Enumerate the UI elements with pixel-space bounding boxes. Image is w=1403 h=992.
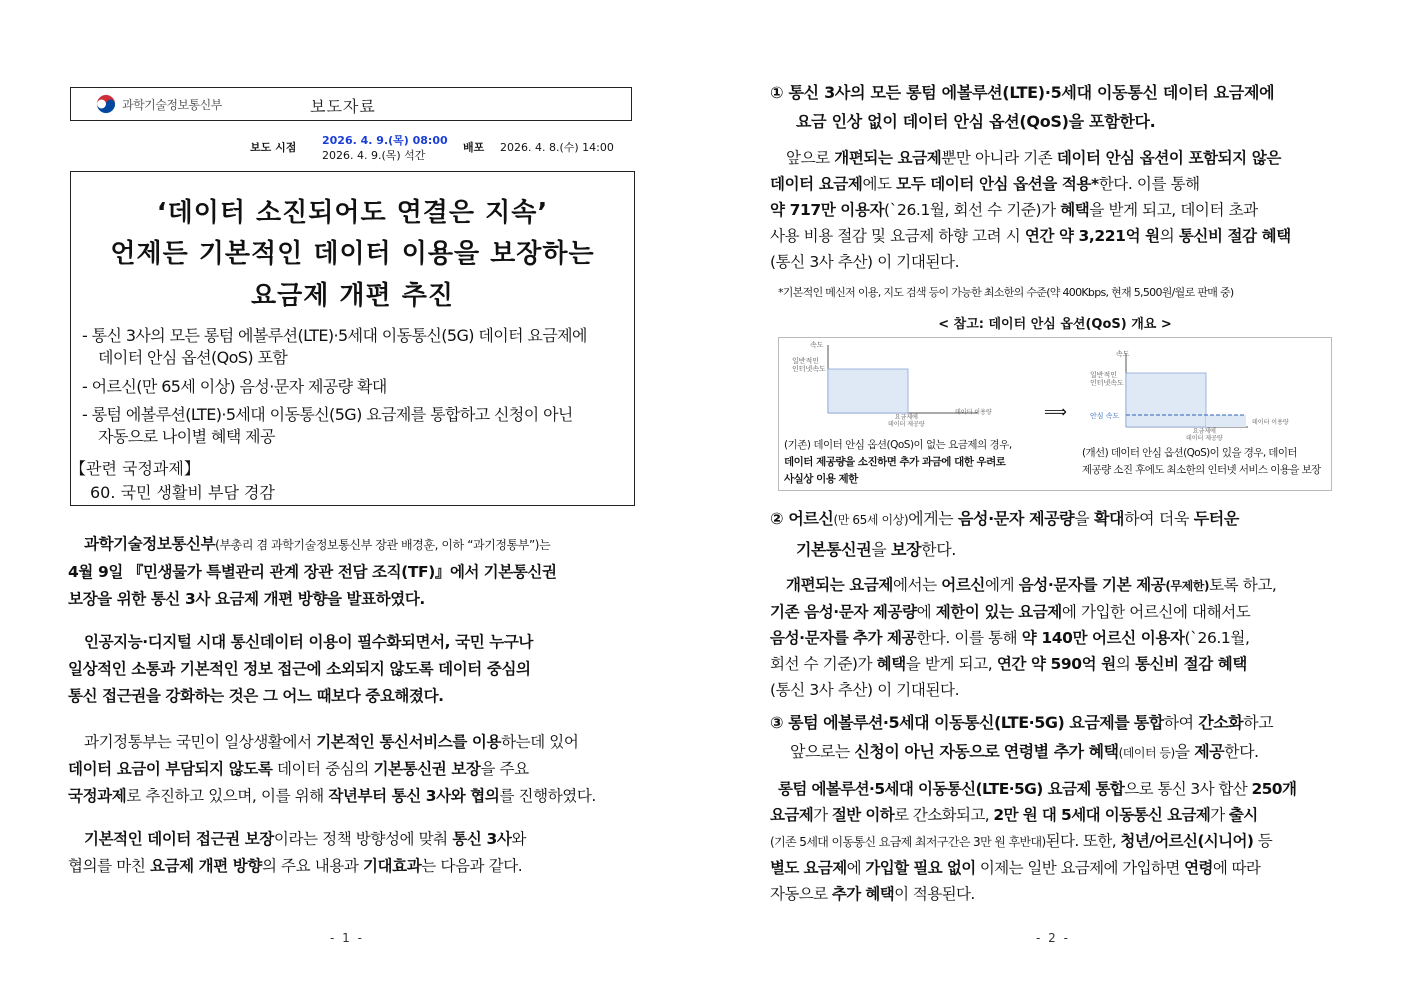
text: 의 주요 내용과	[261, 857, 359, 875]
reference-title: < 참고: 데이터 안심 옵션(QoS) 개요 >	[938, 317, 1172, 332]
summary-bullet	[82, 325, 632, 369]
label-line: 인터넷속도	[792, 365, 826, 373]
page-number-2: - 2 -	[1036, 931, 1070, 945]
text: 가	[813, 806, 828, 824]
distribution-date: 2026. 4. 8.(수) 14:00	[500, 141, 614, 154]
text: 의	[1159, 227, 1175, 245]
text: (`26.1월, 회선 수 기준)가	[884, 201, 1056, 219]
text: (만 65세 이상)	[833, 513, 909, 527]
text: 로 추진하고 있으며, 이를 위해	[126, 787, 324, 805]
text-bold: 확대	[1094, 509, 1125, 528]
text-bold: 기본통신권 보장	[373, 760, 481, 778]
safe-speed-area	[1206, 415, 1246, 427]
text: 을	[871, 540, 887, 559]
text: (`26.1월,	[1184, 629, 1250, 647]
y-axis-label-right: 속도	[1116, 350, 1130, 358]
text-bold: 통신 3사	[452, 830, 512, 848]
label-line: 데이터 제공량	[888, 421, 925, 428]
label-line: 인터넷속도	[1090, 379, 1124, 387]
text: 하는데 있어	[501, 733, 579, 751]
text-bold: 두터운	[1193, 509, 1239, 528]
x-axis-label: 데이터 이용량	[955, 409, 992, 416]
caption-line: (기존) 데이터 안심 옵션(QoS)이 없는 요금제의 경우,	[784, 439, 1012, 451]
text: 는 다음과 같다.	[421, 857, 523, 875]
para-line: 통신 접근권을 강화하는 것은 그 어느 때보다 중요해졌다.	[68, 687, 444, 705]
distribution-label: 배포	[463, 141, 485, 154]
paragraph-announcement	[68, 531, 634, 613]
press-release-label: 보도자료	[310, 97, 376, 116]
bullet-text: 자동으로 나이별 혜택 제공	[98, 427, 275, 446]
text-bold: 롱텀 에볼루션·5세대 이동통신(LTE·5G) 요금제 통합	[778, 780, 1125, 798]
text: 에도	[862, 175, 892, 193]
section-3-title	[770, 708, 1340, 768]
limit-label	[888, 414, 925, 428]
text-bold: 연령	[1184, 859, 1213, 877]
text-bold: 요금제	[1018, 603, 1062, 621]
text-bold: 약 717만 이용자	[770, 201, 885, 219]
text-bold: 연간 약 3,221억 원	[1024, 227, 1160, 245]
text: 이제는 일반 요금제에 가입하면	[979, 859, 1180, 877]
bullet-text: - 통신 3사의 모든 롱텀 에볼루션(LTE)·5세대 이동통신(5G) 데이터 요금제에	[82, 326, 587, 345]
text-bold: 데이터 요금이 부담되지 않도록	[68, 760, 273, 778]
text-bold: 기본적인 데이터 접근권 보장	[84, 830, 274, 848]
text: 에	[846, 859, 862, 877]
announcement-end: 보장을 위한 통신 3사 요금제 개편 방향을 발표하였다.	[68, 590, 425, 608]
text-bold: 별도 요금제	[770, 859, 847, 877]
caption-line: 사실상 이용 제한	[784, 473, 858, 485]
text: 뿐만 아니라 기존	[941, 149, 1053, 167]
text: 을 주요	[480, 760, 529, 778]
text-bold: 기본통신권	[796, 540, 872, 559]
text-bold: 기본적인 통신서비스를 이용	[316, 733, 502, 751]
text-bold: 모두 데이터 안심 옵션을 적용*	[896, 175, 1099, 193]
text: 토록 하고,	[1209, 576, 1277, 594]
text: 을 받게 되고,	[905, 655, 993, 673]
text-bold: 개편되는 요금제	[834, 149, 942, 167]
limit-label-right	[1186, 428, 1223, 442]
label-line: 요금제에	[1192, 428, 1216, 435]
text: 등	[1257, 832, 1273, 850]
text: 한다. 이를 통해	[1098, 175, 1200, 193]
text: 데이터 중심의	[276, 760, 369, 778]
text: 에게는	[908, 509, 954, 528]
text-bold: 혜택	[1060, 201, 1090, 219]
headline-line-3: 요금제 개편 추진	[251, 281, 454, 311]
figure-caption-after	[1082, 445, 1321, 479]
text: 하고	[1243, 713, 1274, 732]
text-bold: 제한이 있는	[935, 603, 1014, 621]
para-line: 인공지능·디지털 시대 통신데이터 이용이 필수화되면서, 국민 누구나	[84, 633, 533, 651]
text-bold: 요금제	[770, 806, 814, 824]
text: (무제한)	[1165, 579, 1210, 593]
text-bold: ③ 롱텀 에볼루션·5세대 이동통신(LTE·5G) 요금제를	[770, 713, 1130, 732]
summary-bullet	[82, 404, 632, 448]
text: 과기정통부는 국민이 일상생활에서	[84, 733, 312, 751]
text: 앞으로는	[790, 742, 850, 761]
section-2-paragraph	[770, 572, 1337, 703]
text: 한다.	[921, 540, 956, 559]
text-bold: 음성·문자를	[770, 629, 849, 647]
figure-caption-before	[784, 437, 1012, 488]
ministry-note: (부총리 겸 과학기술정보통신부 장관 배경훈, 이하 “과기정통부”)는	[215, 538, 551, 552]
text-bold: 음성·문자를 기본 제공	[1018, 576, 1166, 594]
text-bold: 통신비 절감 혜택	[1134, 655, 1247, 673]
text: 을 받게 되고, 데이터 초과	[1089, 201, 1258, 219]
government-logo-icon	[96, 94, 116, 114]
text: 에 따라	[1212, 859, 1261, 877]
text-bold: 2만 원 대 5세대 이동통신 요금제	[993, 806, 1211, 824]
headline-line-2: 언제든 기본적인 데이터 이용을 보장하는	[110, 239, 595, 269]
text-bold: 약 140만 어르신 이용자	[1021, 629, 1185, 647]
release-time-label: 보도 시점	[250, 141, 297, 154]
headline-line-1: ‘데이터 소진되어도 연결은 지속’	[156, 198, 549, 228]
text: 하여	[1163, 713, 1194, 732]
text: 앞으로	[786, 149, 830, 167]
text: 한다.	[1224, 742, 1259, 761]
text: (통신 3사 추산) 이 기대된다.	[770, 253, 960, 271]
section-1-paragraph	[770, 145, 1337, 275]
text: 을	[1074, 509, 1090, 528]
text-bold: 음성·문자 제공량	[958, 509, 1075, 528]
page-number-1: - 1 -	[330, 931, 364, 945]
text-bold: 보장	[891, 540, 922, 559]
related-task-item: 60. 국민 생활비 부담 경감	[90, 483, 275, 502]
text: 이라는 정책 방향성에 맞춰	[273, 830, 448, 848]
footnote: *기본적인 메신저 이용, 지도 검색 등이 가능한 최소한의 수준(약 400Kbps, 현재 5,500원/월로 판매 중)	[778, 286, 1234, 299]
text-bold: 250개	[1251, 780, 1297, 798]
text-bold: 추가 제공	[852, 629, 917, 647]
section-2-title	[770, 504, 1340, 564]
text: 을	[1174, 742, 1190, 761]
text: 사용 비용 절감 및 요금제 하향 고려 시	[770, 227, 1021, 245]
text: 자동으로	[770, 885, 828, 903]
text: (통신 3사 추산) 이 기대된다.	[770, 681, 960, 699]
text-bold: 추가 혜택	[831, 885, 895, 903]
text: 한다. 이를 통해	[916, 629, 1018, 647]
label-line: 일반적인	[792, 357, 820, 365]
section-title-line: 요금 인상 없이 데이터 안심 옵션(QoS)을 포함한다.	[796, 112, 1156, 131]
text-bold: 개편되는 요금제	[786, 576, 894, 594]
bullet-text: 데이터 안심 옵션(QoS) 포함	[98, 348, 288, 367]
release-date-evening: 2026. 4. 9.(목) 석간	[322, 149, 426, 162]
caption-line: 데이터 제공량을 소진하면 추가 과금에 대한 우려로	[784, 456, 1006, 468]
paragraph-intro	[68, 826, 634, 880]
text-bold: 통합	[1133, 713, 1164, 732]
text-bold: 연령별 추가 혜택	[1003, 742, 1119, 761]
section-title-line: ① 통신 3사의 모든 롱텀 에볼루션(LTE)·5세대 이동통신 데이터 요금제에	[770, 83, 1275, 102]
base-speed-label	[792, 357, 826, 373]
text: 에	[916, 603, 932, 621]
text-bold: 연간 약 590억 원	[996, 655, 1116, 673]
text-bold: 가입할 필요 없이	[865, 859, 976, 877]
left-usage-area	[828, 369, 908, 413]
text-bold: 데이터 요금제	[770, 175, 863, 193]
text-bold: 데이터 안심 옵션이 포함되지 않은	[1056, 149, 1281, 167]
basic-right: 기본통신권	[483, 563, 557, 581]
text: 로 간소화되고,	[894, 806, 990, 824]
arrow-icon: ⟹	[1044, 402, 1067, 421]
text-bold: 국정과제	[68, 787, 127, 805]
release-date-morning: 2026. 4. 9.(목) 08:00	[322, 134, 448, 147]
text-bold: 통신비 절감 혜택	[1178, 227, 1291, 245]
text-bold: 어르신	[941, 576, 986, 594]
text: 가	[1210, 806, 1225, 824]
base-speed-label-right	[1090, 371, 1124, 387]
text-bold: 절반 이하	[831, 806, 895, 824]
ministry-name: 과학기술정보통신부	[122, 98, 222, 112]
text: 협의를 마친	[68, 857, 146, 875]
text: 에 가입한 어르신에 대해서도	[1061, 603, 1251, 621]
label-line: 요금제에	[894, 414, 918, 421]
text: (기존 5세대 이동통신 요금제 최저구간은 3만 원 후반대)	[770, 835, 1046, 849]
ministry-name-bold: 과학기술정보통신부	[84, 535, 216, 553]
text: 에게	[985, 576, 1015, 594]
section-1-title	[770, 78, 1340, 136]
text: 와	[511, 830, 526, 848]
text-bold: 기대효과	[362, 857, 422, 875]
text-bold: 요금제 개편 방향	[149, 857, 262, 875]
text: 하여 더욱	[1124, 509, 1190, 528]
text: (데이터 등)	[1118, 746, 1175, 760]
section-3-paragraph	[770, 776, 1337, 907]
text: 된다. 또한,	[1045, 832, 1117, 850]
label-line: 일반적인	[1090, 371, 1118, 379]
text-bold: ② 어르신	[770, 509, 834, 528]
summary-bullet	[82, 376, 632, 398]
text: 으로 통신 3사 합산	[1124, 780, 1248, 798]
text-bold: 간소화	[1198, 713, 1244, 732]
text-bold: 제공	[1194, 742, 1225, 761]
y-axis-label: 속도	[810, 341, 824, 349]
text-bold: 작년부터 통신 3사와 협의	[328, 787, 500, 805]
paragraph-background	[68, 629, 634, 710]
text: 의	[1115, 655, 1131, 673]
caption-line: (개선) 데이터 안심 옵션(QoS)이 있을 경우, 데이터	[1082, 447, 1297, 459]
para-line: 일상적인 소통과 기본적인 정보 접근에 소외되지 않도록 데이터 중심의	[68, 660, 531, 678]
text-bold: 청년/어르신(시니어)	[1120, 832, 1254, 850]
label-line: 데이터 제공량	[1186, 435, 1223, 442]
tf-name: 4월 9일 『민생물가 특별관리 관계 장관 전담 조직(TF)』에서	[68, 563, 480, 581]
text: 이 적용된다.	[894, 885, 975, 903]
bullet-text: - 롱텀 에볼루션(LTE)·5세대 이동통신(5G) 요금제를 통합하고 신청이 아닌	[82, 405, 573, 424]
paragraph-policy	[68, 729, 634, 810]
text: 회선 수 기준)가	[770, 655, 873, 673]
text-bold: 출시	[1228, 806, 1258, 824]
text-bold: 신청이 아닌 자동으로	[854, 742, 1000, 761]
text-bold: 혜택	[876, 655, 906, 673]
right-usage-area	[1126, 373, 1206, 427]
x-axis-label-right: 데이터 이용량	[1252, 419, 1289, 426]
text-bold: 기존 음성·문자 제공량	[770, 603, 917, 621]
bullet-text: - 어르신(만 65세 이상) 음성·문자 제공량 확대	[82, 377, 387, 396]
text: 에서는	[893, 576, 937, 594]
caption-line: 제공량 소진 후에도 최소한의 인터넷 서비스 이용을 보장	[1082, 464, 1321, 476]
related-task-label: 【관련 국정과제】	[70, 459, 200, 478]
safe-speed-label: 안심 속도	[1090, 412, 1120, 420]
text: 를 진행하였다.	[499, 787, 596, 805]
